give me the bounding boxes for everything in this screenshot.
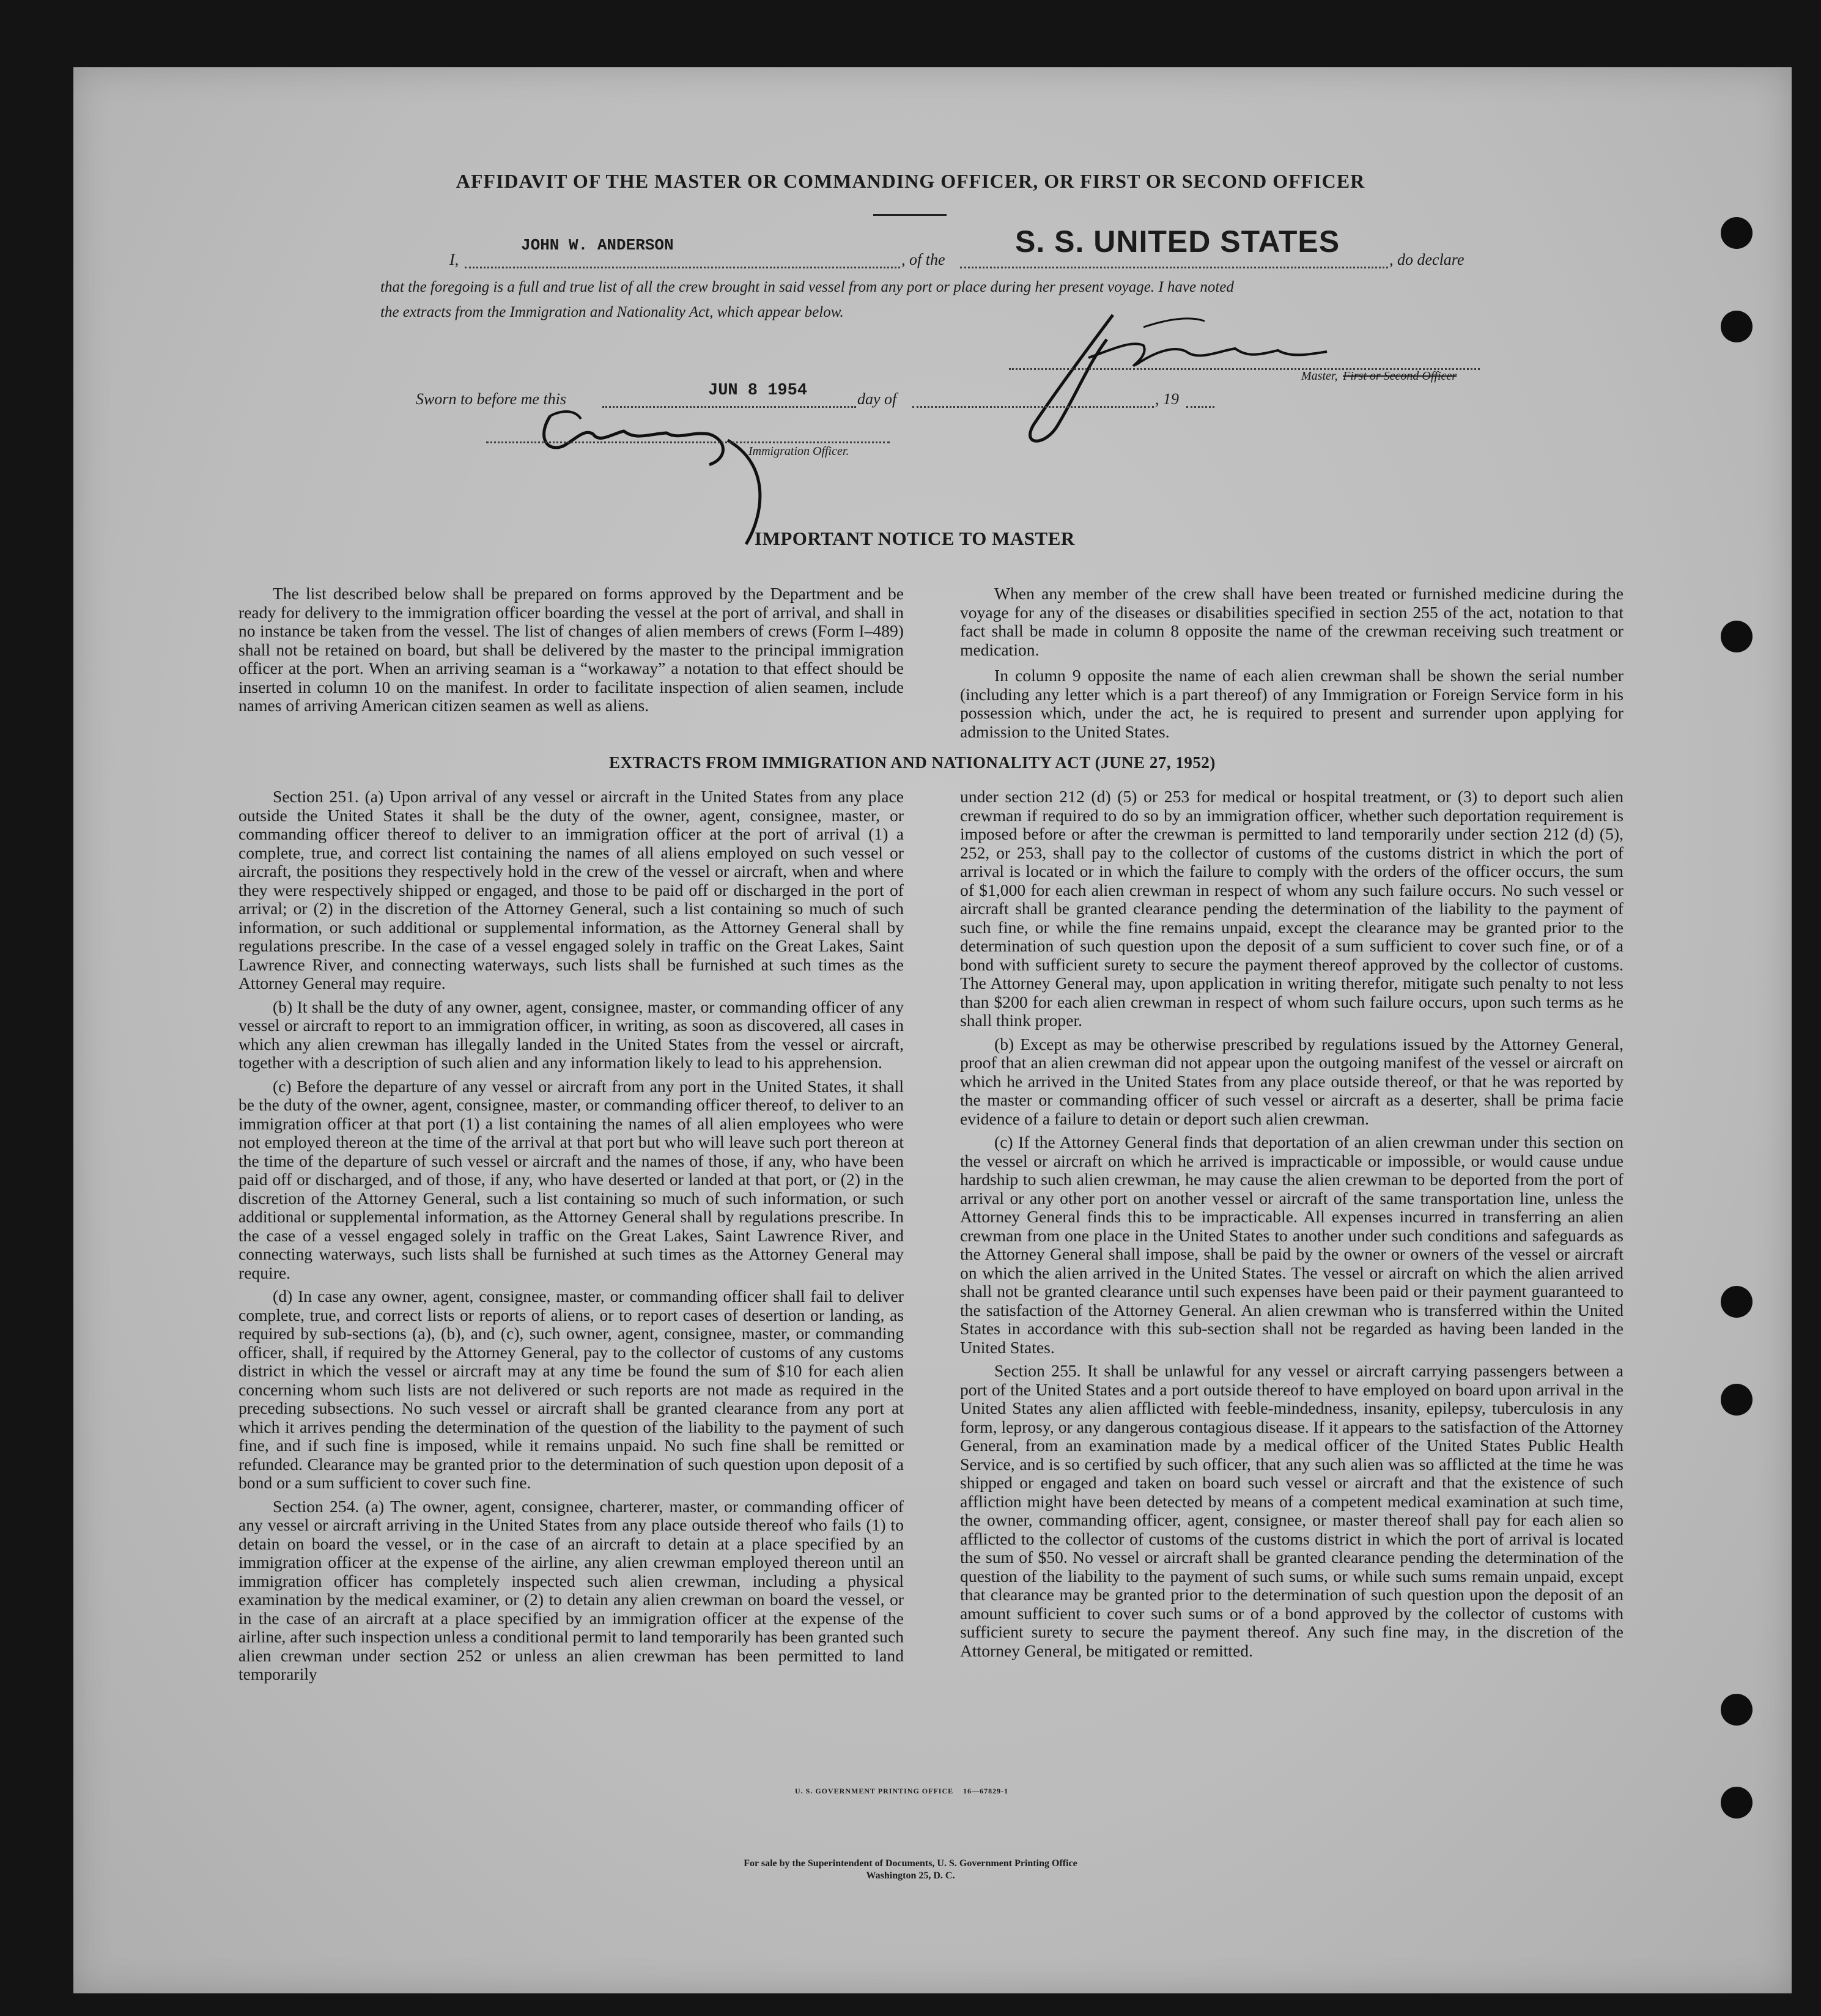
- sworn-label: Sworn to before me this: [416, 390, 567, 408]
- printer-imprint: U. S. GOVERNMENT PRINTING OFFICE 16—67829-1: [795, 1787, 1009, 1795]
- section-251-a: Section 251. (a) Upon arrival of any vessel or aircraft in the United States from any place outside the United States it shall be the duty of the owner, agent, consignee, master, or commanding officer thereof to deliver to an immigration officer at the port of arrival (1) a complete, true, and correct list containing the names of all aliens employed on such vessel or aircraft, the positions they respectively hold in the crew of the vessel or aircraft, when and where they were respectively shipped or engaged, and those to be paid off or discharged in the port of arrival; or (2) in the discretion of the Attorney General, such a list containing so much of such information, or such additional or supplemental information, as the Attorney General shall by regulations prescribe. In the case of a vessel engaged solely in traffic on the Great Lakes, Saint Lawrence River, and connecting waterways, such lists shall be furnished at such times as the Attorney General may require.: [238, 787, 904, 992]
- punch-hole: [1721, 1286, 1753, 1318]
- extracts-left-column: [238, 788, 904, 1684]
- section-254-b: (b) Except as may be otherwise prescribed by regulations issued by the Attorney General, proof that an alien crewman did not appear upon the outgoing manifest of the vessel or aircraft on which he arrived in the United States from any place outside thereof, or that he was reported by the master or commanding officer of such vessel or aircraft as a deserter, shall be prima facie evidence of a failure to detain or deport such alien crewman.: [960, 1034, 1623, 1128]
- year-line: [1186, 406, 1214, 408]
- declaration-line-3: the extracts from the Immigration and Nationality Act, which appear below.: [380, 304, 844, 320]
- nineteen-label: , 19: [1155, 390, 1179, 408]
- sale-notice: For sale by the Superintendent of Documents, U. S. Government Printing Office: [744, 1858, 1077, 1869]
- vessel-name: S. S. UNITED STATES: [1015, 224, 1340, 259]
- section-254-a: Section 254. (a) The owner, agent, consignee, charterer, master, or commanding officer of any vessel or aircraft arriving in the United States from any place outside thereof who fails (1) to detain on board the vessel, or in the case of an aircraft to detain at a place specified by an immigration officer at the expense of the airline, any alien crewman employed thereon until an immigration officer has completely inspected such alien crewman, including a physical examination by the medical examiner, or (2) to detain any alien crewman on board the vessel, or in the case of an aircraft at a place specified by an immigration officer at the expense of the airline, after such inspection unless a conditional permit to land temporarily has been granted such alien crewman under section 252 or unless an alien crewman has been permitted to land temporarily: [238, 1496, 904, 1683]
- notice-title: IMPORTANT NOTICE TO MASTER: [755, 528, 1075, 549]
- section-251-c: (c) Before the departure of any vessel or aircraft from any port in the United States, it shall be the duty of the owner, agent, consignee, master, or commanding officer thereof, to deliver to an immigration officer at that port (1) a list containing the names of all alien employees who were not employed thereon at the time of the arrival at that port but who will leave such port thereon at the time of the departure of such vessel or aircraft and the names of those, if any, who have been paid off or discharged, and of those, if any, who have deserted or landed at that port, or (2) in the discretion of the Attorney General, such a list containing so much of such information, or such additional or supplemental information, as the Attorney General shall by regulations prescribe. In the case of a vessel engaged solely in traffic on the Great Lakes, Saint Lawrence River, and connecting waterways, such lists shall be furnished at such times as the Attorney General may require.: [238, 1076, 904, 1282]
- declaration-line-2: that the foregoing is a full and true list of all the crew brought in said vessel from any port or place during her present voyage. I have noted: [380, 279, 1234, 295]
- section-251-b: (b) It shall be the duty of any owner, agent, consignee, master, or commanding officer of any vessel or aircraft to report to an immigration officer, in writing, as soon as discovered, all cases in which any alien crewman has illegally landed in the United States from the vessel or aircraft, together with a description of such alien and any information likely to lead to his apprehension.: [238, 997, 904, 1072]
- vessel-line: [960, 267, 1388, 268]
- date-stamp: JUN 8 1954: [708, 382, 808, 400]
- notice-left-column: [238, 585, 904, 715]
- sale-city: Washington 25, D. C.: [866, 1870, 955, 1881]
- notice-right-paragraph-1: When any member of the crew shall have been treated or furnished medicine during the voyage for any of the diseases or disabilities specified in section 255 of the act, notation to that fact shall be made in column 8 opposite the name of the crewman receiving such treatment or medication.: [960, 584, 1623, 659]
- punch-hole: [1721, 1384, 1753, 1416]
- struck-officer-label: First or Second Officer: [1343, 369, 1457, 383]
- officer-signature: [526, 391, 801, 550]
- do-declare-label: , do declare: [1389, 251, 1465, 268]
- section-255: Section 255. It shall be unlawful for any vessel or aircraft carrying passengers between a port of the United States and a port outside thereof to have employed on board upon arrival in the United States any alien afflicted with feeble-mindedness, insanity, epilepsy, tuberculosis in any form, leprosy, or any dangerous contagious disease. If it appears to the satisfaction of the Attorney General, from an examination made by a medical officer of the United States Public Health Service, and is so certified by such officer, that any such alien was so afflicted at the time he was shipped or engaged and taken on board such vessel or aircraft and that the existence of such affliction might have been detected by means of a competent medical examination at such time, the owner, commanding officer, agent, consignee, or master thereof shall pay for each alien so afflicted to the collector of customs of the customs district in which the port of arrival is located the sum of $50. No vessel or aircraft shall be granted clearance pending the determination of the question of the liability to the payment of such sums, or while such sums remain unpaid, except that clearance may be granted prior to the determination of such question upon the deposit of an amount sufficient to cover such sums or of a bond approved by the collector of customs with sufficient surety to secure the payment thereof. Any such fine may, in the discretion of the Attorney General, be mitigated or remitted.: [960, 1361, 1623, 1660]
- officer-signature-line: [486, 441, 890, 443]
- section-254-c: (c) If the Attorney General finds that deportation of an alien crewman under this section on the vessel or aircraft on which he arrived is impracticable or impossible, or would cause undue hardship to such alien crewman, he may cause the alien crewman to be deported from the port of arrival or any other port on another vessel or aircraft of the same transportation line, unless the Attorney General finds this to be impracticable. All expenses incurred in transferring an alien crewman from one place in the United States to another under such conditions and safeguards as the Attorney General shall impose, shall be paid by the owner or owners of the vessel or aircraft on which the alien arrived in the United States. The vessel or aircraft on which the alien arrived shall not be granted clearance until such expenses have been paid or their payment guaranteed to the satisfaction of the Attorney General. An alien crewman who is transferred within the United States in accordance with this sub-section shall not be regarded as having been landed in the United States.: [960, 1132, 1623, 1357]
- i-label: I,: [449, 251, 459, 268]
- punch-hole: [1721, 1694, 1753, 1726]
- punch-hole: [1721, 217, 1753, 249]
- day-of-label: day of: [857, 390, 897, 408]
- punch-hole: [1721, 311, 1753, 342]
- notice-left-paragraph: The list described below shall be prepared on forms approved by the Department and be ready for delivery to the immigration officer boarding the vessel at the port of arrival, and shall in no instance be taken from the vessel. The list of changes of alien members of crews (Form I–489) shall not be retained on board, but shall be delivered by the master to the principal immigration officer at the port. When an arriving seaman is a “workaway” a notation to that effect should be inserted in column 10 on the manifest. In order to facilitate inspection of alien seamen, include names of arriving American citizen seamen as well as aliens.: [238, 584, 904, 715]
- notice-right-column: [960, 585, 1623, 741]
- punch-hole: [1721, 621, 1753, 652]
- section-251-d: (d) In case any owner, agent, consignee, master, or commanding officer shall fail to deliver complete, true, and correct lists or reports of aliens, or to report cases of desertion or landing, as required by sub-sections (a), (b), and (c), such owner, agent, consignee, master, or commanding officer, shall, if required by the Attorney General, pay to the collector of customs of any customs district in which the vessel or aircraft may at any time be found the sum of $10 for each alien concerning whom such lists are not delivered or such reports are not made as required in the preceding subsections. No such vessel or aircraft shall be granted clearance from any port at which it arrives pending the determination of the question of the liability to the payment of such fine, and if such fine is imposed, while it remains unpaid. No such fine shall be remitted or refunded. Clearance may be granted prior to the determination of such question upon deposit of a bond or a sum sufficient to cover such fine.: [238, 1287, 904, 1492]
- punch-hole: [1721, 1787, 1753, 1818]
- of-the-label: , of the: [901, 251, 945, 268]
- immigration-officer-label: Immigration Officer.: [748, 445, 849, 458]
- month-line: [912, 406, 1154, 408]
- master-name: JOHN W. ANDERSON: [521, 236, 674, 254]
- extracts-right-column: [960, 788, 1623, 1660]
- extracts-title: EXTRACTS FROM IMMIGRATION AND NATIONALITY ACT (JUNE 27, 1952): [609, 753, 1216, 772]
- master-label: Master,: [1301, 369, 1338, 383]
- notice-right-paragraph-2: In column 9 opposite the name of each alien crewman shall be shown the serial number (including any letter which is a part thereof) of any Immigration or Foreign Service form in his possession which, under the act, he is required to present and surrender upon applying for admission to the United States.: [960, 666, 1623, 741]
- section-254-a-cont: under section 212 (d) (5) or 253 for medical or hospital treatment, or (3) to deport such alien crewman if required to do so by an immigration officer, whether such deportation requirement is imposed before or after the crewman is permitted to land temporarily under section 212 (d) (5), 252, or 253, shall pay to the collector of customs of the customs district in which the port of arrival is located or in which the failure to comply with the orders of the officer occurs, the sum of $1,000 for each alien crewman in respect of whom any such failure occurs. No such vessel or aircraft shall be granted clearance pending the determination of the liability to the payment of such fine, or while the fine remains unpaid, except the clearance may be granted prior to the determination of such question upon the deposit of a sum sufficient to cover such fine, or of a bond with sufficient surety to secure the payment thereof approved by the collector of customs. The Attorney General may, upon application in writing therefor, mitigate such penalty to not less than $200 for each alien crewman in respect of whom such failure occurs, upon such terms as he shall think proper.: [960, 787, 1623, 1030]
- affidavit-heading: AFFIDAVIT OF THE MASTER OR COMMANDING OFFICER, OR FIRST OR SECOND OFFICER: [456, 170, 1365, 192]
- name-line: [465, 267, 900, 268]
- heading-rule: [873, 214, 947, 216]
